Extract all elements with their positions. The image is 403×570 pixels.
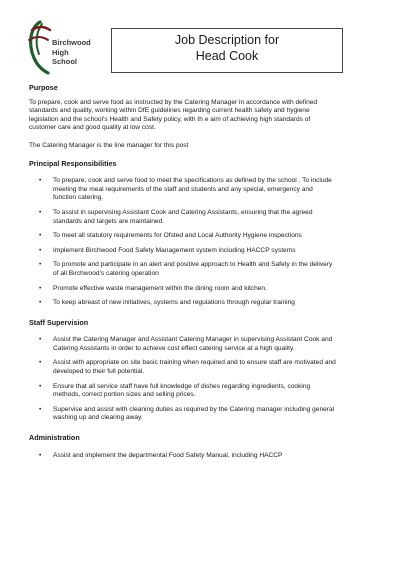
list-item <box>29 232 374 241</box>
list-item-line: methods, correct portion sizes and selling prices. <box>53 391 196 399</box>
logo-line-3: School <box>52 57 78 66</box>
administration-heading: Administration <box>29 433 80 443</box>
bullet-icon: • <box>39 359 42 367</box>
list-item-line: washing up and clearing away. <box>53 414 143 422</box>
list-item-line: Assist the Catering Manager and Assistant Catering Manager in supervising Assistant Cook and <box>53 336 333 344</box>
list-item <box>29 452 374 461</box>
purpose-line-3: legislation and the school’s Health and Safety policy, with th e aim of achieving high standards of <box>29 115 311 123</box>
bullet-icon: • <box>39 261 42 269</box>
school-logo <box>26 18 106 78</box>
principal-responsibilities-list <box>29 177 374 308</box>
list-item-line: Promote effective waste management within the dining room and kitchen. <box>53 284 267 292</box>
list-item <box>29 299 374 308</box>
bullet-icon: • <box>39 405 42 413</box>
list-item-line: meeting the meal requirements of the staff and students and any special, emergency and <box>53 185 313 193</box>
list-item-line: To promote and participate in an alert and positive approach to Health and Safety in the delivery <box>53 261 333 269</box>
document-title <box>111 28 343 73</box>
list-item-line: Implement Birchwood Food Safety Management system including HACCP systems <box>53 246 296 254</box>
list-item <box>29 359 374 376</box>
document-body <box>29 84 374 460</box>
list-item-line: To assist in supervising Assistant Cook and Catering Assistants, ensuring that the agreed <box>53 208 313 216</box>
list-item <box>29 177 374 203</box>
bullet-icon: • <box>39 336 42 344</box>
line-manager-note: The Catering Manager is the line manager for this post <box>29 141 189 149</box>
purpose-line-4: customer care and good quality at low cost. <box>29 124 156 132</box>
list-item-line: Assist with appropriate on site basic training when required and to ensure staff are motivated and <box>53 359 336 367</box>
logo-line-2: High <box>52 47 69 57</box>
list-item-line: To keep abreast of new initiatives, systems and regulations through regular training <box>53 299 295 307</box>
list-item-line: of all Birchwood’s catering operation <box>53 269 159 277</box>
bullet-icon: • <box>39 299 42 307</box>
list-item-line: To prepare, cook and serve food to meet the specifications as defined by the school . To include <box>53 177 332 185</box>
purpose-line-2: standards and quality, working within DfE guidelines regarding current health safety and hygiene <box>29 107 310 115</box>
list-item <box>29 247 374 256</box>
staff-supervision-heading: Staff Supervision <box>29 317 89 327</box>
purpose-line-1: To prepare, cook and serve food as instructed by the Catering Manager in accordance with defined <box>29 98 318 106</box>
list-item <box>29 336 374 353</box>
staff-supervision-list <box>29 336 374 423</box>
logo-line-1: Birchwood <box>52 38 91 47</box>
logo-wordmark <box>52 38 91 67</box>
list-item-line: To meet all statutory requirements for Ofsted and Local Authority Hygiene inspections <box>53 232 302 240</box>
bullet-icon: • <box>39 382 42 390</box>
bullet-icon: • <box>39 177 42 185</box>
list-item <box>29 261 374 278</box>
bullet-icon: • <box>39 284 42 292</box>
list-item-line: Ensure that all service staff have full knowledge of dishes regarding ingredients, cooking <box>53 382 311 390</box>
bullet-icon: • <box>39 246 42 254</box>
list-item-line: Supervise and assist with cleaning duties as required by the Catering manager including general <box>53 405 335 413</box>
list-item <box>29 209 374 226</box>
bullet-icon: • <box>39 232 42 240</box>
list-item-line: Catering Assistants in order to achieve cost effect catering service at a high quality. <box>53 344 295 352</box>
list-item <box>29 406 374 423</box>
purpose-heading: Purpose <box>29 83 58 92</box>
principal-responsibilities-heading: Principal Responsibilities <box>29 158 117 168</box>
list-item <box>29 383 374 400</box>
purpose-paragraph <box>29 99 374 133</box>
list-item-line: developed to their full potential. <box>53 368 145 376</box>
bullet-icon: • <box>39 451 42 459</box>
list-item-line: Assist and implement the departmental Food Safety Manual, including HACCP <box>53 451 283 459</box>
title-line-1: Job Description for <box>174 33 280 47</box>
list-item-line: standards and targets are maintained. <box>53 217 165 225</box>
list-item-line: function catering. <box>53 194 104 202</box>
list-item <box>29 285 374 294</box>
title-line-2: Head Cook <box>195 49 259 63</box>
bullet-icon: • <box>39 208 42 216</box>
administration-list <box>29 452 374 461</box>
